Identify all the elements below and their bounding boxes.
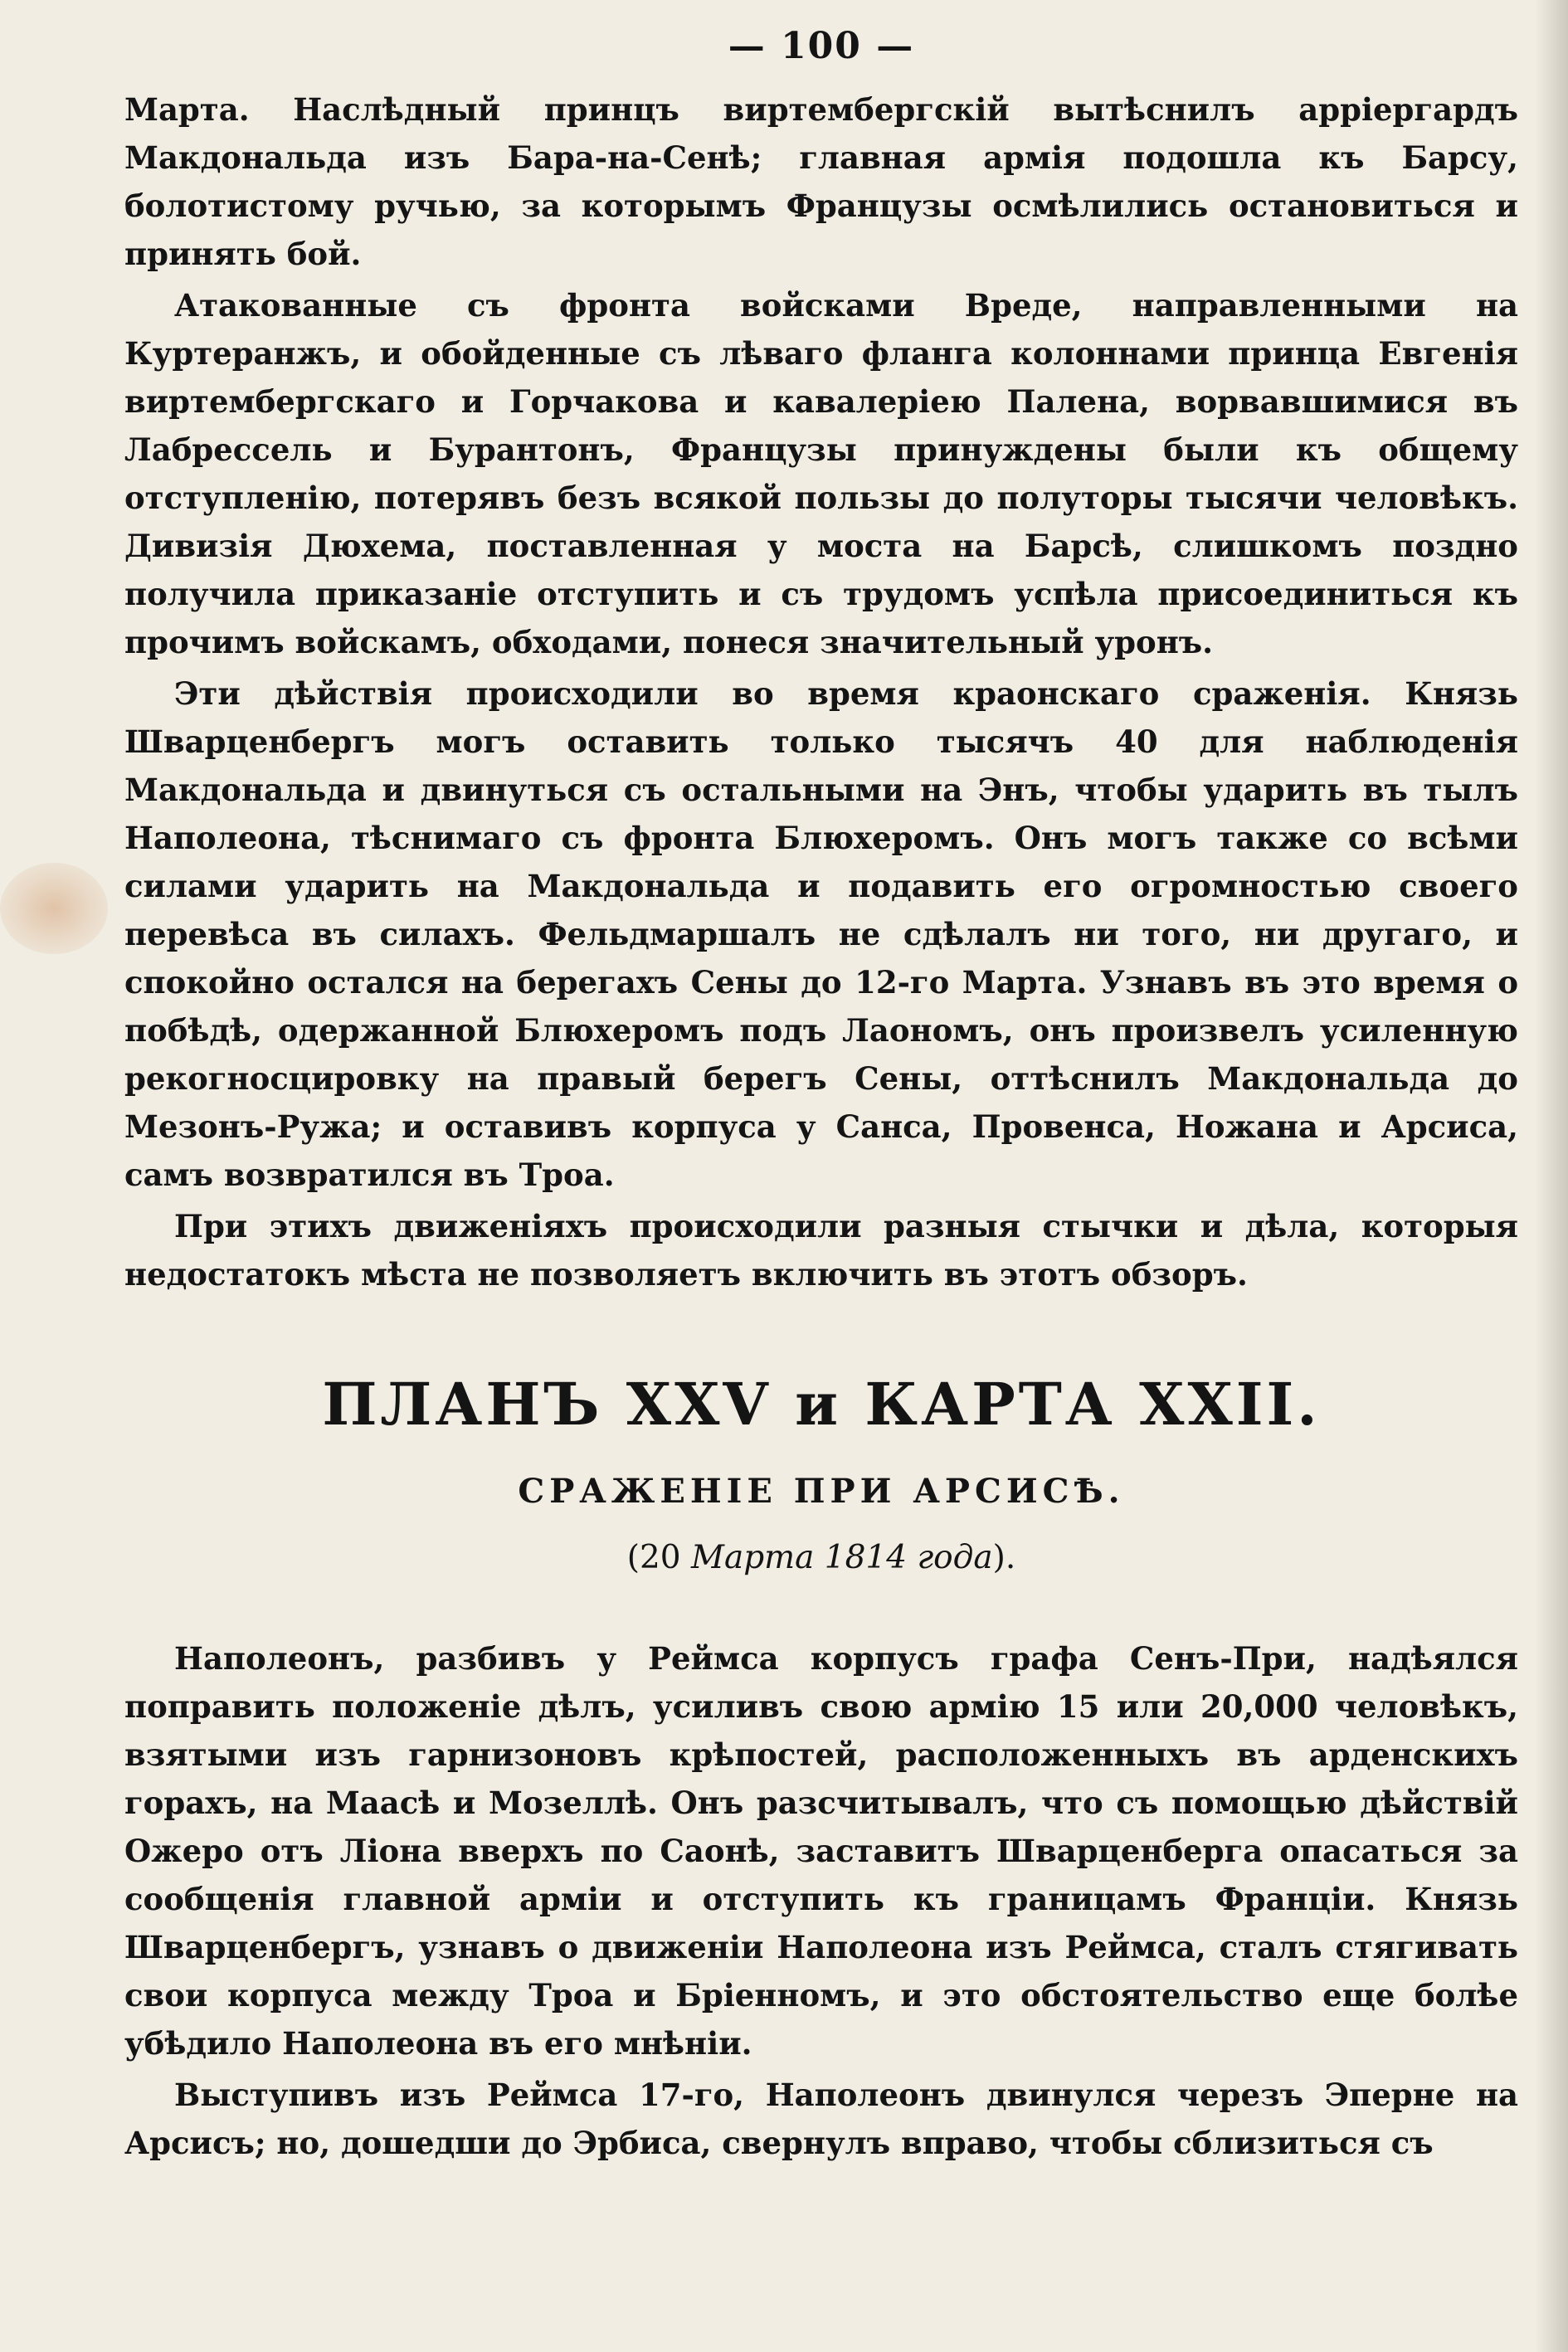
date-italic: Марта 1814 года [691, 1539, 993, 1576]
battle-date [124, 1539, 1518, 1576]
date-open: (20 [626, 1539, 692, 1576]
paper-stain [0, 863, 108, 954]
paragraph-napoleon-march: Выступивъ изъ Реймса 17-го, Наполеонъ двинулся черезъ Эперне на Арсисъ; но, дошедши до Эрбиса, свернулъ вправо, чтобы сблизиться съ [124, 2077, 1518, 2161]
page-edge-shadow [1535, 0, 1568, 2352]
paragraph-craonne: Эти дѣйствія происходили во время краонскаго сраженія. Князь Шварценбергъ могъ оставить только тысячъ 40 для наблюденія Макдональда и двинуться съ остальными на Энъ, чтобы ударить въ тылъ Наполеона, тѣснимаго съ фронта Блюхеромъ. Онъ могъ также со всѣми силами ударить на Макдональда и подавить его огромностью своего перевѣса въ силахъ. Фельдмаршалъ не сдѣлалъ ни того, ни другаго, и спокойно остался на берегахъ Сены до 12-го Марта. Узнавъ въ это время о побѣдѣ, одержанной Блюхеромъ подъ Лаономъ, онъ произвелъ усиленную рекогносцировку на правый берегъ Сены, оттѣснилъ Макдональда до Мезонъ-Ружа; и оставивъ корпуса у Санса, Провенса, Ножана и Арсиса, самъ возвратился въ Троа. [124, 675, 1518, 1193]
paragraph-skirmishes: При этихъ движеніяхъ происходили разныя стычки и дѣла, которыя недостатокъ мѣста не позволяетъ включить въ этотъ обзоръ. [124, 1208, 1518, 1293]
paragraph-napoleon-reims: Наполеонъ, разбивъ у Реймса корпусъ графа Сенъ-При, надѣялся поправить положеніе дѣлъ, усиливъ свою армію 15 или 20,000 человѣкъ, взятыми изъ гарнизоновъ крѣпостей, расположенныхъ въ арденскихъ горахъ, на Маасѣ и Мозеллѣ. Онъ разсчитывалъ, что съ помощью дѣйствій Ожеро отъ Ліона вверхъ по Саонѣ, заставитъ Шварценберга опасаться за сообщенія главной арміи и отступить къ границамъ Франціи. Князь Шварценбергъ, узнавъ о движеніи Наполеона изъ Реймса, сталъ стягивать свои корпуса между Троа и Бріенномъ, и это обстоятельство еще болѣе убѣдило Наполеона въ его мнѣніи. [124, 1640, 1518, 2062]
paragraph-attack: Атакованные съ фронта войсками Вреде, направленными на Куртеранжъ, и обойденные съ лѣваго фланга колоннами принца Евгенія виртембергскаго и Горчакова и кавалеріею Палена, ворвавшимися въ Лабрессель и Бурантонъ, Французы принуждены были къ общему отступленію, потерявъ безъ всякой пользы до полуторы тысячи человѣкъ. Дивизія Дюхема, поставленная у моста на Барсѣ, слишкомъ поздно получила приказаніе отступить и съ трудомъ успѣла присоединиться къ прочимъ войскамъ, обходами, понеся значительный уронъ. [124, 287, 1518, 660]
section-heading: ПЛАНЪ XXV и КАРТА XXII. [322, 1370, 1321, 1439]
page-number: — 100 — [728, 25, 915, 67]
section-subheading: СРАЖЕНІЕ ПРИ АРСИСѢ. [518, 1472, 1125, 1511]
date-close: ). [992, 1539, 1016, 1576]
paragraph-continuation: Марта. Наслѣдный принцъ виртембергскій вытѣснилъ арріергардъ Макдональда изъ Бара-на-Сенѣ; главная армія подошла къ Барсу, болотистому ручью, за которымъ Французы осмѣлились остановиться и принять бой. [124, 91, 1518, 272]
